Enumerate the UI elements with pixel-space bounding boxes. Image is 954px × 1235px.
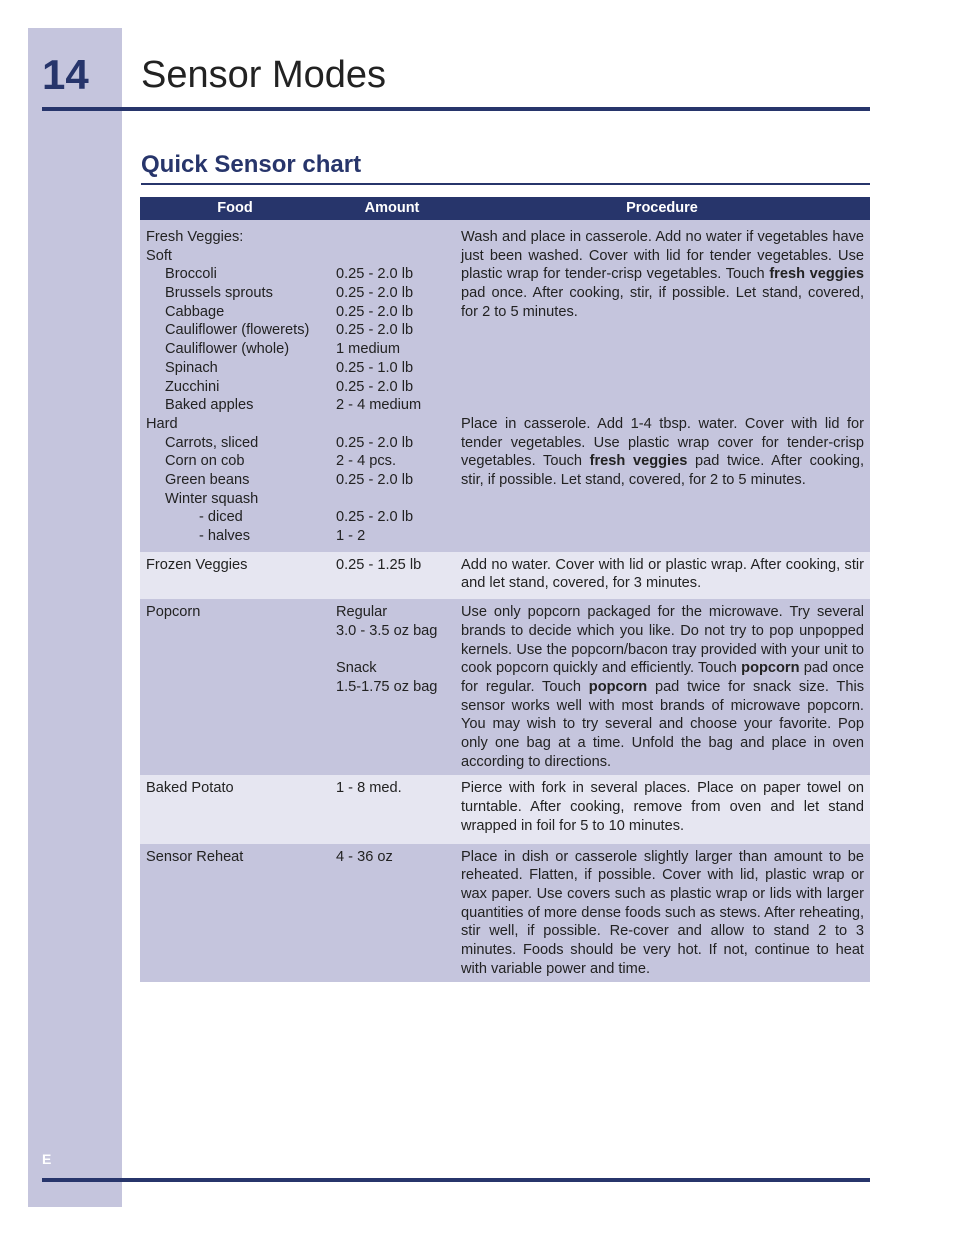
frozen-amount-cell: 0.25 - 1.25 lb <box>336 556 422 573</box>
header-procedure: Procedure <box>626 200 698 216</box>
food-item: Hard <box>146 415 178 432</box>
soft-procedure: Wash and place in casserole. Add no water if vegetables have just been washed. Cover with lid for tender vegetables. Use plastic wrap for tender-crisp vegetables. Touch fresh veggies pad once. After cooking, stir, if possible. Let stand, covered, for 2 to 5 minutes. <box>461 229 864 320</box>
popcorn-procedure-cell: Use only popcorn packaged for the microwave. Try several brands to decide which you like. Do not try to pop unpopped kernels. Use the popcorn/bacon tray provided with your unit to cook popcorn quickly and efficiently. Touch popcorn pad once for regular. Touch popcorn pad twice for snack size. This sensor works well with most brands of microwave popcorn. You may wish to try several and choose your favorite. Pop only one bag at a time. Unfold the bag and place in oven according to directions. <box>461 604 864 770</box>
table-row-frozen-veggies <box>140 552 870 599</box>
food-item: Spinach <box>165 359 218 376</box>
potato-food-cell: Baked Potato <box>146 780 234 797</box>
header-food: Food <box>217 200 253 216</box>
footer-language-letter: E <box>42 1151 52 1167</box>
amount-item: 0.25 - 2.0 lb <box>336 434 414 451</box>
amount-item <box>336 247 461 266</box>
amount-item: Regular <box>336 604 388 621</box>
bottom-rule <box>42 1178 870 1182</box>
table-header <box>140 197 870 220</box>
frozen-food-cell: Frozen Veggies <box>146 556 248 573</box>
table-row-baked-potato <box>140 775 870 843</box>
amount-item: 0.25 - 2.0 lb <box>336 471 414 488</box>
food-item: Soft <box>146 247 172 264</box>
frozen-procedure-cell: Add no water. Cover with lid or plastic wrap. After cooking, stir and let stand, covered, for 3 minutes. <box>461 556 864 592</box>
potato-procedure-cell: Pierce with fork in several places. Place on paper towel on turntable. After cooking, remove from oven and let stand wrapped in foil for 5 to 10 minutes. <box>461 780 864 834</box>
food-item: Carrots, sliced <box>165 434 259 451</box>
food-item: - diced <box>199 509 243 526</box>
amount-item <box>336 640 461 659</box>
section-rule <box>141 183 870 185</box>
section-title: Quick Sensor chart <box>141 151 362 178</box>
amount-item: 1 - 2 <box>336 528 366 544</box>
food-item: Cauliflower (whole) <box>165 341 290 358</box>
table-row-popcorn <box>140 599 870 775</box>
amount-item <box>336 228 461 247</box>
popcorn-amount-cell <box>336 603 461 771</box>
food-item: Fresh Veggies: <box>146 229 244 245</box>
page-number: 14 <box>42 51 89 98</box>
food-item: - halves <box>199 528 251 544</box>
page-title: Sensor Modes <box>141 54 387 96</box>
table-row-sensor-reheat <box>140 844 870 983</box>
amount-item: 0.25 - 2.0 lb <box>336 378 414 395</box>
food-item: Broccoli <box>165 266 217 283</box>
amount-item: Snack <box>336 660 377 677</box>
amount-item: 0.25 - 2.0 lb <box>336 303 414 320</box>
amount-item: 1.5-1.75 oz bag <box>336 678 438 695</box>
amount-item: 2 - 4 medium <box>336 397 422 414</box>
amount-item: 0.25 - 2.0 lb <box>336 509 414 526</box>
fresh-food-cell <box>140 228 336 546</box>
amount-item: 0.25 - 1.0 lb <box>336 359 414 376</box>
food-item: Baked apples <box>165 397 254 414</box>
popcorn-food-cell: Popcorn <box>146 604 201 621</box>
food-item: Corn on cob <box>165 453 245 470</box>
amount-item: 2 - 4 pcs. <box>336 453 397 470</box>
food-item: Zucchini <box>165 378 220 395</box>
reheat-amount-cell: 4 - 36 oz <box>336 848 393 865</box>
food-item: Winter squash <box>165 490 259 507</box>
reheat-procedure-cell: Place in dish or casserole slightly larger than amount to be reheated. Flatten, if possible. Cover with lid, plastic wrap or wax paper. Use covers such as plastic wrap or lids with larger quantities of more dense foods such as stews. After reheating, stir well, if possible. Re-cover and allow to stand 2 to 3 minutes. Foods should be very hot. If not, continue to heat with variable power and time. <box>461 848 864 977</box>
food-item: Cabbage <box>165 303 225 320</box>
fresh-procedure-cell <box>461 228 864 546</box>
header-amount: Amount <box>364 200 420 216</box>
food-item: Cauliflower (flowerets) <box>165 322 310 339</box>
amount-item: 3.0 - 3.5 oz bag <box>336 622 438 639</box>
amount-item: 0.25 - 2.0 lb <box>336 322 414 339</box>
amount-item <box>336 490 461 509</box>
quick-sensor-table <box>140 197 870 982</box>
amount-item: 1 medium <box>336 341 401 358</box>
hard-procedure: Place in casserole. Add 1-4 tbsp. water. Cover with lid for tender vegetables. Use plastic wrap cover for tender-crisp vegetables. Touch fresh veggies pad twice. After cooking, stir, if possible. Let stand, covered, for 2 to 5 minutes. <box>461 416 864 489</box>
potato-amount-cell: 1 - 8 med. <box>336 780 402 797</box>
amount-item: 0.25 - 2.0 lb <box>336 285 414 302</box>
fresh-amount-cell <box>336 228 461 546</box>
food-item: Green beans <box>165 471 250 488</box>
side-band <box>28 28 122 1207</box>
food-item: Brussels sprouts <box>165 285 273 302</box>
table-row-fresh-veggies <box>140 220 870 552</box>
amount-item: 0.25 - 2.0 lb <box>336 266 414 283</box>
top-rule <box>42 107 870 111</box>
reheat-food-cell: Sensor Reheat <box>146 848 244 865</box>
amount-item <box>336 415 461 434</box>
